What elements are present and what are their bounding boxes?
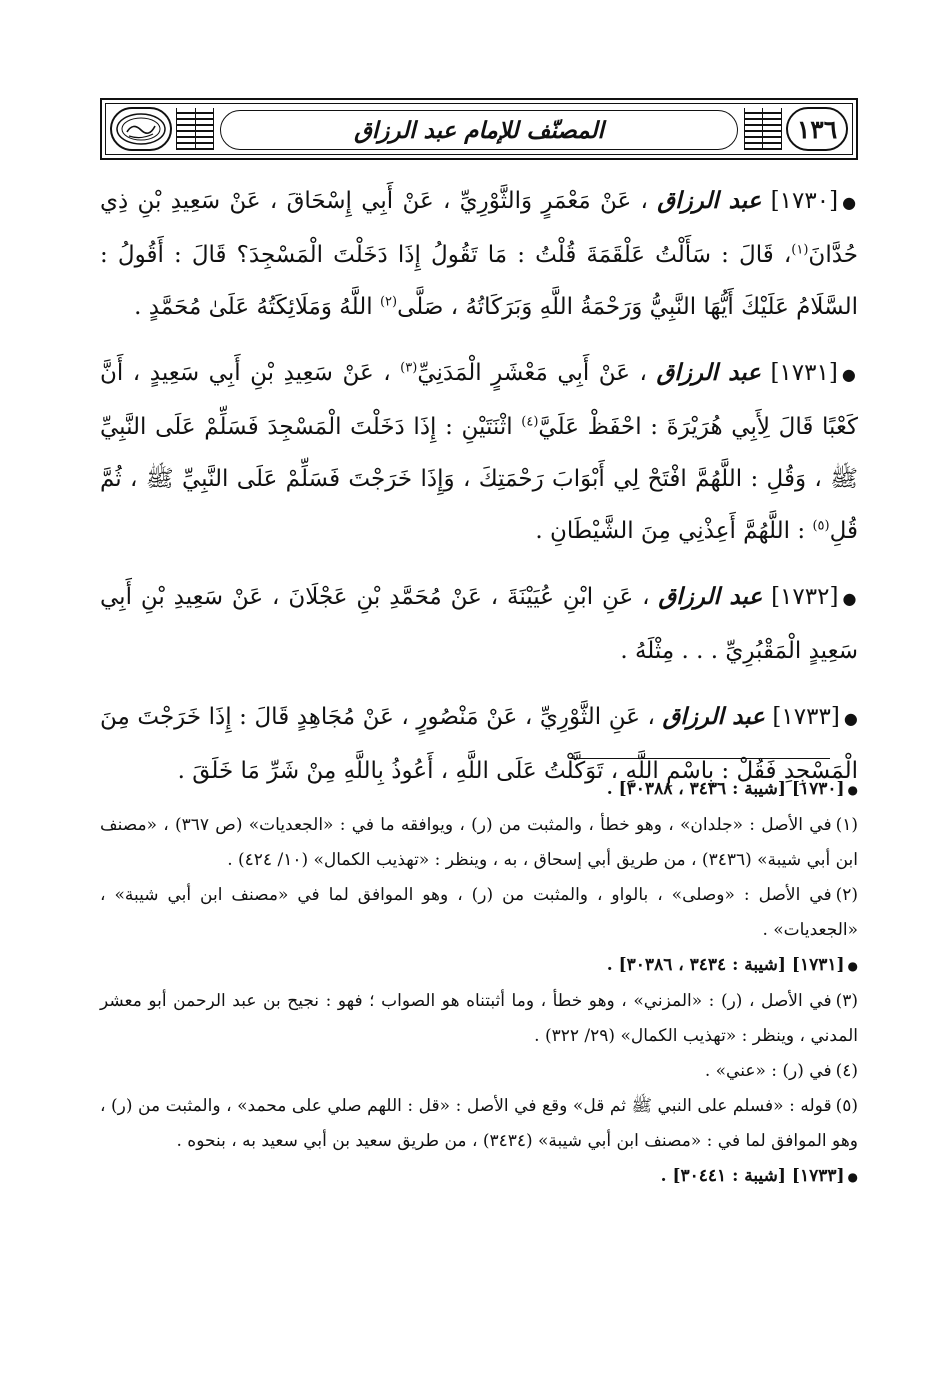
hadith-number: [١٧٣٠]: [770, 188, 839, 214]
hadith-1730: [100, 175, 858, 333]
running-title: المصنّف للإمام عبد الرزاق: [220, 110, 738, 150]
footnote-text: في الأصل : «وصلى» ، بالواو ، والمثبت من (ر) ، وهو الموافق لما في «مصنف ابن أبي شيبة» ، «الجعديات» .: [100, 885, 858, 940]
bullet-icon: ●: [842, 193, 858, 212]
footnote-number: (٣): [835, 991, 858, 1011]
hadith-text: ، قَالَ : سَأَلْتُ عَلْقَمَةَ قُلْتُ : مَا تَقُولُ إِذَا دَخَلْتَ الْمَسْجِدَ؟ قَالَ : أَقُولُ : السَّلَامُ عَلَيْكَ أَيُّهَا النَّبِيُّ وَرَحْمَةُ اللَّهِ وَبَرَكَاتُهُ ، صَلَّى: [100, 242, 858, 320]
footnote: [100, 984, 858, 1054]
hadith-text: اللَّهُ وَمَلَائِكَتُهُ عَلَىٰ مُحَمَّدٍ .: [134, 294, 380, 320]
source-reference: [100, 772, 858, 808]
header-ornament: [762, 108, 782, 150]
footnote-marker[interactable]: (٢): [379, 294, 398, 310]
hadith-number: [١٧٣١]: [770, 360, 838, 386]
footnote-marker[interactable]: (١): [791, 242, 809, 258]
hadith-text: ، عَنِ الثَّوْرِيِّ ، عَنْ مَنْصُورٍ ، عَنْ مُجَاهِدٍ قَالَ : إِذَا خَرَجْتَ مِنَ الْمَسْجِدِ فَقُلْ : بِاسْمِ اللَّهِ ، تَوَكَّلْتُ عَلَى اللَّهِ ، أَعُوذُ بِاللَّهِ مِنْ شَرِّ مَا خَلَقَ .: [100, 704, 858, 784]
footnote: [100, 878, 858, 948]
footnote-number: (٢): [835, 885, 858, 905]
footnote-text: في الأصل ، (ر) : «المزني» ، وهو خطأ ، وما أثبتناه هو الصواب ؛ فهو : نجيح بن عبد الرحمن أبو معشر المدني ، وينظر : «تهذيب الكمال» (٢٩/ ٣٢٢) .: [100, 991, 858, 1046]
bullet-icon: ●: [843, 709, 859, 728]
footnotes: [100, 772, 858, 1195]
page-number: ١٣٦: [786, 107, 848, 151]
header-ornament: [744, 108, 764, 150]
hadith-number: [١٧٣٢]: [771, 584, 839, 610]
reference-text: [١٧٣٠] [شيبة : ٣٤٣٦ ، ٣٠٣٨٨] .: [606, 779, 845, 799]
hadith-text: ، عَنْ مَعْمَرٍ وَالثَّوْرِيِّ ، عَنْ أَبِي إِسْحَاقَ ، عَنْ سَعِيدِ بْنِ ذِي حُدَّانَ: [100, 188, 858, 268]
source-reference: [100, 1159, 858, 1195]
footnote-number: (٥): [835, 1096, 858, 1116]
footnote-text: في الأصل : «جلدان» ، وهو خطأ ، والمثبت من (ر) ، ويوافقه ما في : «الجعديات» (ص ٣٦٧) ، «مصنف ابن أبي شيبة» (٣٤٣٦) ، من طريق أبي إسحاق ، به ، وينظر : «تهذيب الكمال» (١٠/ ٤٢٤) .: [100, 815, 858, 870]
hadith-author: عبد الرزاق: [656, 359, 761, 386]
reference-text: [١٧٣٣] [شيبة : ٣٠٤٤١] .: [660, 1166, 845, 1186]
footnote: [100, 1054, 858, 1089]
footnote-number: (٤): [835, 1061, 858, 1081]
bullet-icon: ●: [847, 959, 858, 973]
footnote-marker[interactable]: (٥): [812, 518, 830, 534]
bullet-icon: ●: [847, 783, 858, 797]
hadith-text: ، عَنْ أَبِي مَعْشَرٍ الْمَدَنِيِّ: [417, 360, 647, 386]
hadith-text: اثْنَتَيْنِ : إِذَا دَخَلْتَ الْمَسْجِدَ فَسَلِّمْ عَلَى النَّبِيِّ ﷺ ، وَقُلِ : اللَّهُمَّ افْتَحْ لِي أَبْوَابَ رَحْمَتِكَ ، وَإِذَا خَرَجْتَ فَسَلِّمْ عَلَى النَّبِيِّ ﷺ ، ثُمَّ قُلِ: [100, 414, 858, 544]
footnote-number: (١): [835, 815, 858, 835]
header-ornament: [176, 108, 196, 150]
hadith-author: عبد الرزاق: [662, 703, 765, 730]
footnote-separator: [570, 758, 830, 759]
hadith-text: : اللَّهُمَّ أَعِذْنِي مِنَ الشَّيْطَانِ .: [535, 518, 813, 544]
hadith-number: [١٧٣٣]: [772, 704, 840, 730]
page-header: [100, 98, 858, 160]
book-emblem-icon: [110, 107, 172, 151]
footnote-text: قوله : «فسلم على النبي ﷺ ثم قل» وقع في الأصل : «قل : اللهم صلي على محمد» ، والمثبت من (ر) ، وهو الموافق لما في : «مصنف ابن أبي شيبة» (٣٤٣٤) ، من طريق سعيد بن أبي سعيد به ، بنحوه .: [100, 1096, 858, 1151]
footnote: [100, 808, 858, 878]
header-ornament: [194, 108, 214, 150]
hadith-1731: [100, 347, 858, 557]
hadith-author: عبد الرزاق: [658, 583, 763, 610]
source-reference: [100, 948, 858, 984]
footnote-marker[interactable]: (٣): [400, 360, 418, 376]
bullet-icon: ●: [847, 1170, 858, 1184]
hadith-text: ، عَنِ ابْنِ عُيَيْنَةَ ، عَنْ مُحَمَّدِ بْنِ عَجْلَانَ ، عَنْ سَعِيدِ بْنِ أَبِي سَعِيدٍ الْمَقْبُرِيِّ . . . مِثْلَهُ .: [100, 584, 858, 664]
footnote-marker[interactable]: (٤): [521, 414, 539, 430]
hadith-1732: [100, 571, 858, 677]
footnote-text: في (ر) : «عني» .: [704, 1061, 832, 1081]
bullet-icon: ●: [841, 365, 858, 384]
reference-text: [١٧٣١] [شيبة : ٣٤٣٤ ، ٣٠٣٨٦] .: [606, 955, 845, 975]
footnote: [100, 1089, 858, 1159]
main-text: [100, 175, 858, 811]
hadith-author: عبد الرزاق: [657, 187, 762, 214]
hadith-text: ، عَنْ سَعِيدِ بْنِ أَبِي سَعِيدٍ ، أَنَّ كَعْبًا قَالَ لِأَبِي هُرَيْرَةَ : احْفَظْ عَلَيَّ: [100, 360, 858, 440]
bullet-icon: ●: [842, 589, 858, 608]
